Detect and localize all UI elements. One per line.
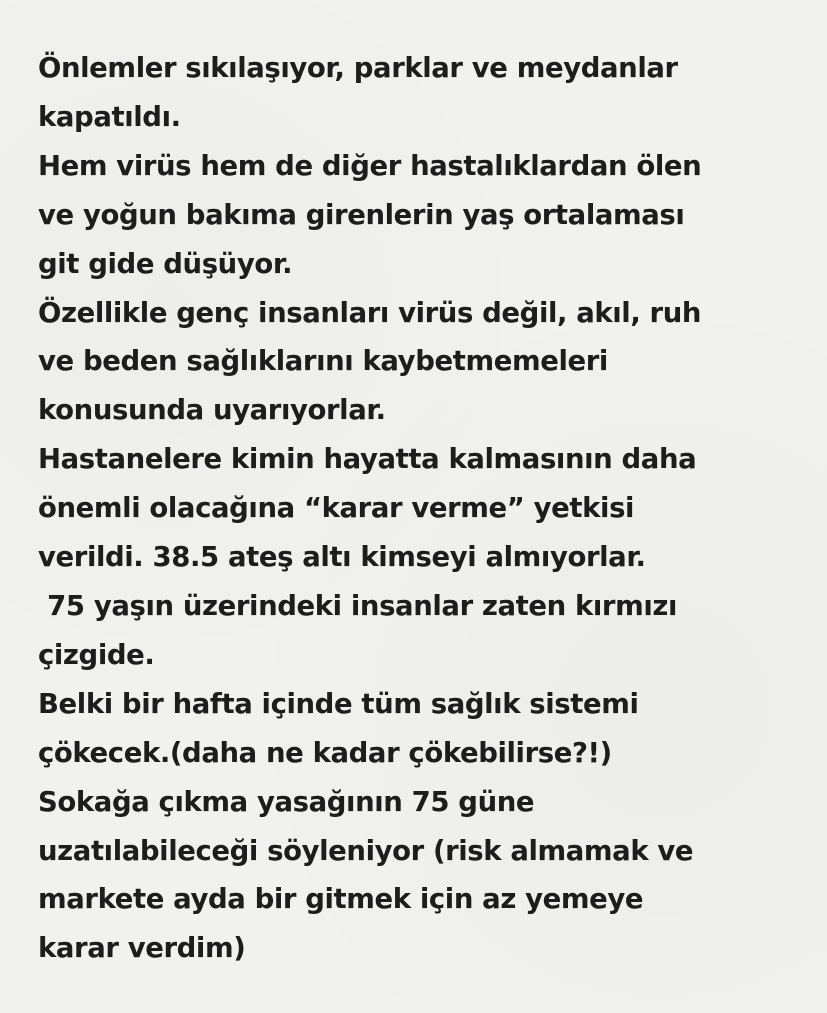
note-line: karar verdim) (38, 932, 246, 965)
note-line: Hastanelere kimin hayatta kalmasının daha (38, 443, 697, 476)
note-line: uzatılabileceği söyleniyor (risk almamak ve (38, 834, 694, 867)
note-line: git gide düşüyor. (38, 247, 293, 280)
note-line: Sokağa çıkma yasağının 75 güne (38, 785, 535, 818)
note-body (38, 44, 818, 973)
note-line: ve yoğun bakıma girenlerin yaş ortalaması (38, 198, 685, 231)
note-line: önemli olacağına “karar verme” yetkisi (38, 492, 635, 525)
note-line: Özellikle genç insanları virüs değil, akıl, ruh (38, 296, 702, 329)
note-line: verildi. 38.5 ateş altı kimseyi almıyorlar. (38, 541, 646, 574)
note-line: konusunda uyarıyorlar. (38, 394, 386, 427)
note-line: Belki bir hafta içinde tüm sağlık sistemi (38, 687, 639, 720)
note-line: Hem virüs hem de diğer hastalıklardan ölen (38, 149, 702, 182)
note-line: ve beden sağlıklarını kaybetmemeleri (38, 345, 608, 378)
note-line: kapatıldı. (38, 100, 181, 133)
note-line: çökecek.(daha ne kadar çökebilirse?!) (38, 736, 612, 769)
note-line: 75 yaşın üzerindeki insanlar zaten kırmızı (38, 589, 678, 622)
note-line: Önlemler sıkılaşıyor, parklar ve meydanlar (38, 52, 678, 84)
note-line: çizgide. (38, 638, 155, 671)
note-line: markete ayda bir gitmek için az yemeye (38, 883, 644, 916)
